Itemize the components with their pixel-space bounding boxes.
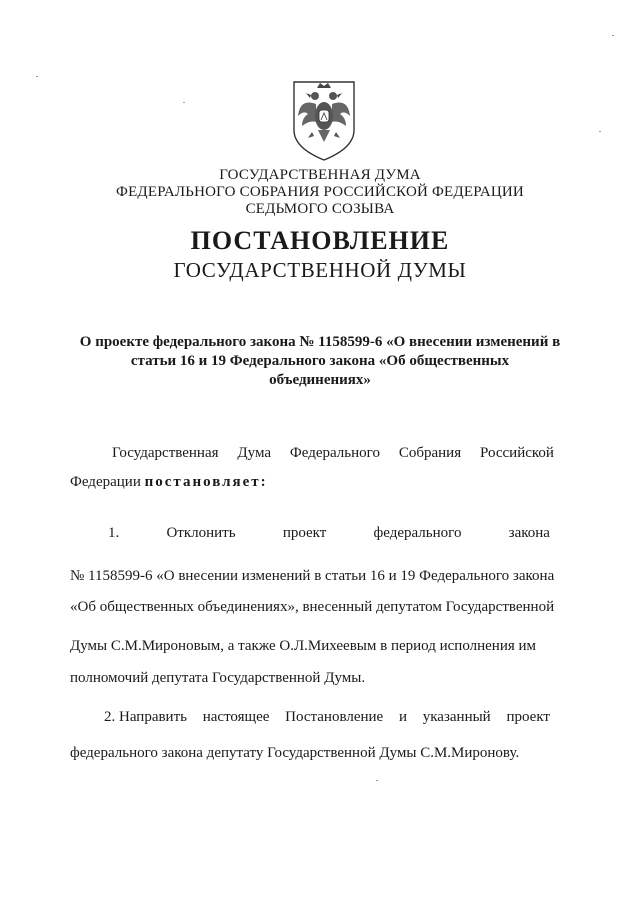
item1-line-5: полномочий депутата Государственной Думы.	[70, 670, 366, 686]
item1-line-4: Думы С.М.Мироновым, а также О.Л.Михеевым в период исполнения им	[70, 638, 537, 654]
preamble-federation: Федерации	[70, 474, 141, 490]
scan-speck	[183, 102, 185, 103]
subject-line-3: объединениях»	[269, 372, 371, 388]
header-line-1: ГОСУДАРСТВЕННАЯ ДУМА	[219, 167, 421, 183]
page-title: ПОСТАНОВЛЕНИЕ	[190, 226, 450, 255]
item2-word: настоящее	[202, 709, 270, 725]
preamble-verb: постановляет:	[144, 474, 268, 490]
resolution-subject	[70, 333, 570, 390]
item2-word: Постановление	[285, 709, 384, 725]
scan-speck	[36, 76, 38, 77]
item1-line-1	[108, 525, 550, 542]
russian-coat-of-arms-icon	[286, 76, 362, 162]
item2-line-1	[104, 709, 550, 726]
scan-speck	[599, 131, 601, 132]
subject-line-1: О проекте федерального закона № 1158599-6 «О внесении изменений в	[79, 334, 561, 350]
scan-speck	[376, 780, 378, 781]
preamble-word: Дума	[237, 445, 272, 461]
preamble-word: Государственная	[112, 445, 219, 461]
item1-word: проект	[282, 525, 327, 541]
item1-line-2: № 1158599-6 «О внесении изменений в статьи 16 и 19 Федерального закона	[70, 568, 555, 584]
preamble-word: Российской	[480, 445, 554, 461]
preamble-line-1	[112, 445, 554, 462]
item2-word: 2. Направить	[104, 709, 187, 725]
item1-word: закона	[508, 525, 550, 541]
preamble-word: Федерального	[289, 445, 380, 461]
header-line-3: СЕДЬМОГО СОЗЫВА	[245, 201, 395, 217]
scan-speck	[612, 35, 614, 36]
item2-word: и	[398, 709, 407, 725]
header-line-2: ФЕДЕРАЛЬНОГО СОБРАНИЯ РОССИЙСКОЙ ФЕДЕРАЦИИ	[116, 184, 524, 200]
subject-line-2: статьи 16 и 19 Федерального закона «Об общественных	[130, 353, 510, 369]
item2-word: указанный	[422, 709, 491, 725]
preamble-line-2	[70, 474, 268, 491]
item2-line-2: федерального закона депутату Государственной Думы С.М.Миронову.	[70, 745, 520, 761]
item2-word: проект	[506, 709, 550, 725]
page-subtitle: ГОСУДАРСТВЕННОЙ ДУМЫ	[173, 258, 467, 282]
item1-line-3: «Об общественных объединениях», внесенный депутатом Государственной	[70, 599, 555, 615]
item1-word: Отклонить	[166, 525, 236, 541]
preamble-word: Собрания	[398, 445, 462, 461]
item1-word: федерального	[373, 525, 462, 541]
item1-number: 1.	[108, 525, 120, 541]
